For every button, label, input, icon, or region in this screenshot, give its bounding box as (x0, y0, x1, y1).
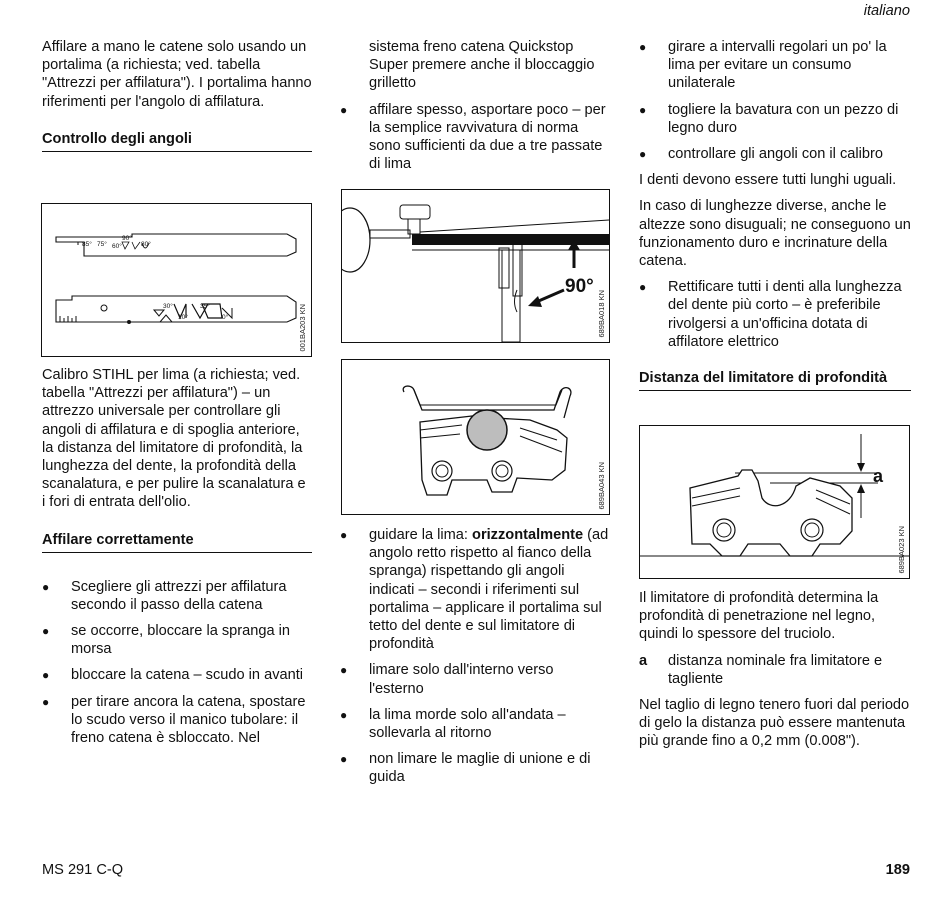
list-item: ● limare solo dall'interno verso l'esterno (340, 661, 612, 697)
gauge-angle-85: 85° (82, 241, 92, 248)
file-angle-figure (341, 189, 610, 343)
list-item: ● controllare gli angoli con il calibro (639, 145, 911, 163)
gauge-angle-80: 80° (141, 241, 151, 248)
list-item: ● per tirare ancora la catena, spostare lo scudo verso il manico tubolare: il freno catena è sbloccato. Nel (42, 693, 312, 748)
column-1-lower (42, 366, 312, 747)
gauge-angle-10: 10° (178, 314, 188, 321)
file-holder-drawing (342, 360, 609, 514)
legend-item (639, 652, 911, 688)
figure-code: 689BA043 KN (597, 462, 606, 510)
column-2-lower (340, 526, 612, 787)
page-number: 189 (885, 862, 910, 878)
file-gauge-drawing (42, 204, 311, 356)
figure-code: 689BA018 KN (597, 290, 606, 338)
emphasis-text: orizzontalmente (472, 527, 584, 543)
footer-model: MS 291 C-Q (42, 862, 124, 878)
list-item-text: guidare la lima: (369, 527, 473, 543)
list-item: ● girare a intervalli regolari un po' la lima per evitare un consumo unilaterale (639, 38, 911, 93)
list-item: ● bloccare la catena – scudo in avanti (42, 666, 312, 684)
list-item (340, 526, 612, 653)
file-gauge-figure (41, 203, 312, 357)
gauge-angle-90: 90° (122, 235, 132, 242)
legend-key: a (639, 652, 648, 669)
gauge-angle-0: 0° (222, 314, 229, 321)
paragraph: I denti devono essere tutti lunghi uguali. (639, 172, 897, 189)
heading-depth-gauge: Distanza del limitatore di profondità (639, 370, 911, 391)
paragraph: Nel taglio di legno tenero fuori dal periodo di gelo la distanza può essere mantenuta più grande fino a 0,2 mm (0.008"). (639, 697, 910, 750)
list-item: ● Scegliere gli attrezzi per affilatura secondo il passo della catena (42, 578, 312, 614)
continued-paragraph: sistema freno catena Quickstop Super premere anche il bloccaggio grilletto (369, 39, 595, 92)
gauge-angle-30: 30° (163, 303, 173, 310)
gauge-angle-35: 35° (200, 303, 210, 310)
gauge-caption: Calibro STIHL per lima (a richiesta; ved. tabella "Attrezzi per affilatura") – un attrezzo universale per controllare gli angoli di affilatura e di spoglia anteriore, la distanza del limitatore di profondità, la lunghezza del dente, la profondità della scanalatura, e per pulire la scanalatura e i fori di entrata dell'olio. (42, 367, 306, 511)
legend-text: distanza nominale fra limitatore e tagliente (668, 652, 883, 687)
figure-code: 001BA203 KN (298, 304, 307, 352)
header-language: italiano (863, 3, 910, 19)
distance-a-label: a (873, 466, 884, 486)
list-item: ● se occorre, bloccare la spranga in morsa (42, 622, 312, 658)
gauge-angle-75: 75° (97, 241, 107, 248)
intro-paragraph: Affilare a mano le catene solo usando un portalima (a richiesta; ved. tabella "Attrezzi per affilatura"). I portalima hanno riferimenti per l'angolo di affilatura. (42, 39, 312, 110)
list-item: ● Rettificare tutti i denti alla lunghezza del dente più corto – è preferibile rivolgersi a un'officina dotata di affilatore elettrico (639, 278, 911, 351)
angle-90-label: 90° (565, 276, 594, 297)
column-2 (340, 38, 610, 173)
column-3-lower (639, 589, 911, 751)
column-1 (42, 38, 312, 152)
list-item-text: (ad angolo retto rispetto al fianco della spranga) rispettando gli angoli indicati – secondi i riferimenti sul portalima – applicare il portalima sul tetto del dente e sul limitatore di profondità (369, 527, 609, 653)
list-item: ● la lima morde solo all'andata – sollevarla al ritorno (340, 706, 612, 742)
list-item: ● non limare le maglie di unione e di guida (340, 750, 612, 786)
gauge-angle-60: 60° (112, 243, 122, 250)
heading-angle-check: Controllo degli angoli (42, 131, 312, 152)
column-3 (639, 38, 911, 391)
list-item: ● togliere la bavatura con un pezzo di legno duro (639, 101, 911, 137)
depth-gauge-figure (639, 425, 910, 579)
depth-gauge-drawing (640, 426, 909, 578)
paragraph: In caso di lunghezze diverse, anche le altezze sono disuguali; ne conseguono un funzionamento duro e incrinature della catena. (639, 198, 911, 270)
heading-sharpen-correctly: Affilare correttamente (42, 532, 312, 553)
list-item: ● affilare spesso, asportare poco – per la semplice ravvivatura di norma sono sufficienti da due a tre passate di lima (340, 101, 610, 174)
figure-code: 689BA023 KN (897, 526, 906, 574)
file-angle-drawing (342, 190, 609, 342)
file-holder-figure (341, 359, 610, 515)
paragraph: Il limitatore di profondità determina la profondità di penetrazione nel legno, quindi lo spessore del truciolo. (639, 590, 879, 643)
